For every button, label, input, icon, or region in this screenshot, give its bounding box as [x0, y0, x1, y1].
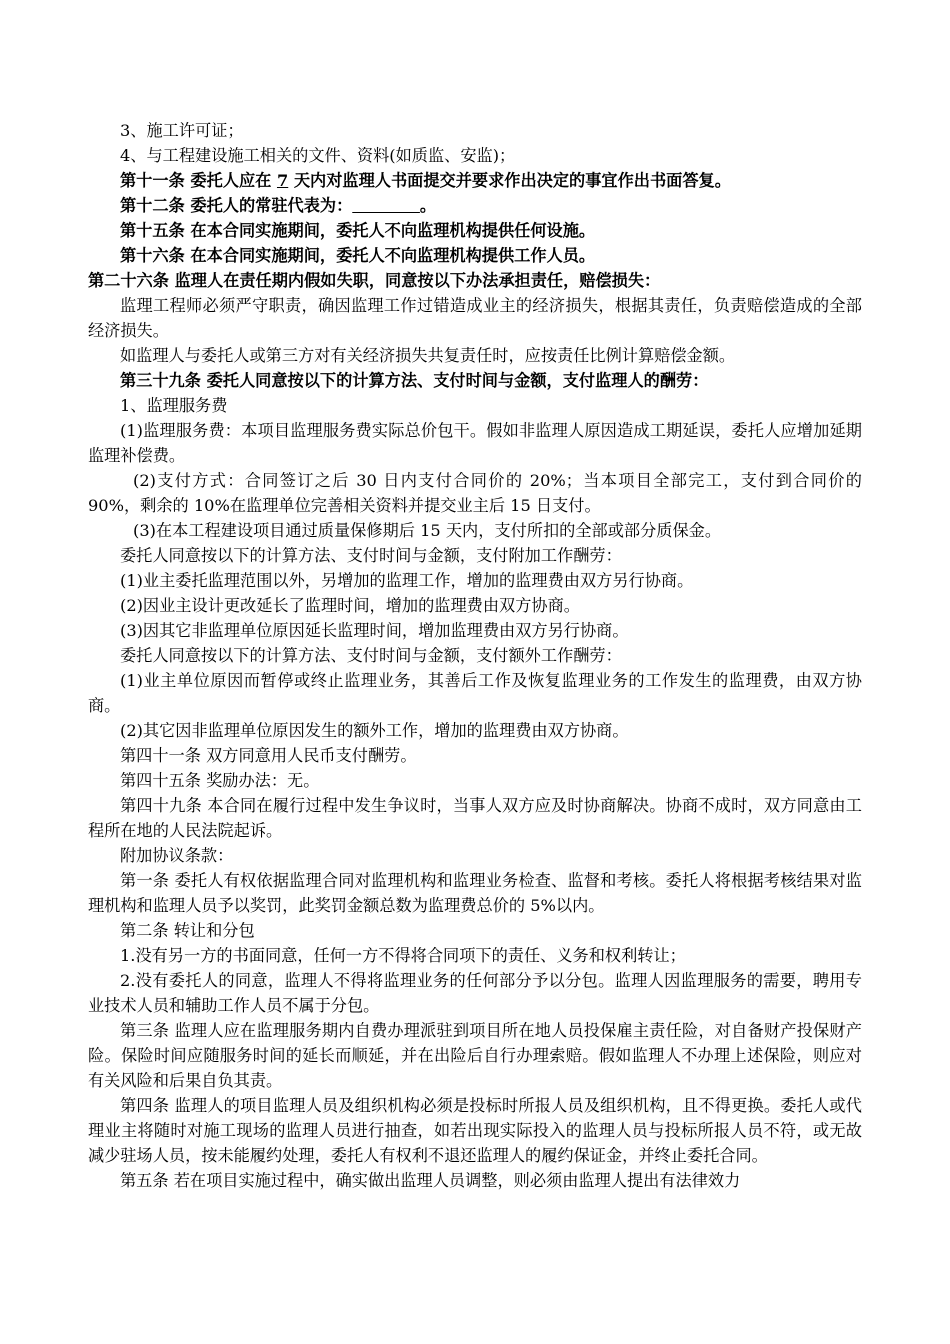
list-item-documents: 4、与工程建设施工相关的文件、资料(如质监、安监)； — [120, 146, 516, 165]
supplementary-article-5: 第五条 若在项目实施过程中，确实做出监理人员调整，则必须由监理人提出有法律效力 — [120, 1171, 741, 1190]
supplementary-title: 附加协议条款： — [120, 846, 234, 865]
outside-work-1: (1)业主单位原因而暂停或终止监理业务，其善后工作及恢复监理业务的工作发生的监理费，由双方协商。 — [88, 671, 862, 715]
article-15: 第十五条 在本合同实施期间，委托人不向监理机构提供任何设施。 — [120, 221, 596, 240]
representative-blank — [352, 196, 420, 215]
extra-work-3: (3)因其它非监理单位原因延长监理时间，增加监理费由双方另行协商。 — [120, 621, 629, 640]
list-item-permit: 3、施工许可证； — [120, 121, 244, 140]
article-11-text: 第十一条 委托人应在 — [120, 171, 277, 190]
article-11 — [88, 168, 862, 193]
fee-item-3: (3)在本工程建设项目通过质量保修期后 15 天内，支付所扣的全部或部分质保金。 — [133, 521, 722, 540]
document-page — [88, 118, 862, 1193]
paragraph-26b: 如监理人与委托人或第三方对有关经济损失共复责任时，应按责任比例计算赔偿金额。 — [120, 346, 736, 365]
supplementary-article-1: 第一条 委托人有权依据监理合同对监理机构和监理业务检查、监督和考核。委托人将根据考核结果对监理机构和监理人员予以奖罚，此奖罚金额总数为监理费总价的 5%以内。 — [88, 871, 862, 915]
extra-work-1: (1)业主委托监理范围以外，另增加的监理工作，增加的监理费由双方另行协商。 — [120, 571, 694, 590]
supplementary-article-4: 第四条 监理人的项目监理人员及组织机构必须是投标时所报人员及组织机构，且不得更换。委托人或代理业主将随时对施工现场的监理人员进行抽查，如若出现实际投入的监理人员与投标所报人员不符，或无故减少驻场人员，按未能履约处理，委托人有权利不退还监理人的履约保证金，并终止委托合同。 — [88, 1096, 862, 1165]
article-39: 第三十九条 委托人同意按以下的计算方法、支付时间与金额，支付监理人的酬劳： — [120, 371, 709, 390]
article-49: 第四十九条 本合同在履行过程中发生争议时，当事人双方应及时协商解决。协商不成时，双方同意由工程所在地的人民法院起诉。 — [88, 796, 862, 840]
article-41: 第四十一条 双方同意用人民币支付酬劳。 — [120, 746, 417, 765]
supplementary-article-2-item-2: 2.没有委托人的同意，监理人不得将监理业务的任何部分予以分包。监理人因监理服务的需要，聘用专业技术人员和辅助工作人员不属于分包。 — [88, 971, 862, 1015]
article-45: 第四十五条 奖励办法：无。 — [120, 771, 320, 790]
article-16: 第十六条 在本合同实施期间，委托人不向监理机构提供工作人员。 — [120, 246, 596, 265]
extra-work-2: (2)因业主设计更改延长了监理时间，增加的监理费由双方协商。 — [120, 596, 580, 615]
article-12-text: 第十二条 委托人的常驻代表为： — [120, 196, 353, 215]
fee-item-2: (2)支付方式：合同签订之后 30 日内支付合同价的 20%；当本项目全部完工，支付到合同价的 90%，剩余的 10%在监理单位完善相关资料并提交业主后 15 日支付。 — [88, 471, 862, 515]
paragraph-26a: 监理工程师必须严守职责，确因监理工作过错造成业主的经济损失，根据其责任，负责赔偿造成的全部经济损失。 — [88, 296, 862, 340]
supplementary-article-2-item-1: 1.没有另一方的书面同意，任何一方不得将合同项下的责任、义务和权利转让； — [120, 946, 686, 965]
supplementary-article-3: 第三条 监理人应在监理服务期内自费办理派驻到项目所在地人员投保雇主责任险，对自备财产投保财产险。保险时间应随服务时间的延长而顺延，并在出险后自行办理索赔。假如监理人不办理上述保险，则应对有关风险和后果自负其责。 — [88, 1021, 862, 1090]
supplementary-article-2: 第二条 转让和分包 — [120, 921, 255, 940]
outside-work-intro: 委托人同意按以下的计算方法、支付时间与金额，支付额外工作酬劳： — [120, 646, 622, 665]
article-12-end: 。 — [419, 196, 437, 215]
article-11-text-end: 天内对监理人书面提交并要求作出决定的事宜作出书面答复。 — [288, 171, 731, 190]
fee-item-1: (1)监理服务费：本项目监理服务费实际总价包干。假如非监理人原因造成工期延误，委托人应增加延期监理补偿费。 — [88, 421, 862, 465]
extra-work-intro: 委托人同意按以下的计算方法、支付时间与金额，支付附加工作酬劳： — [120, 546, 622, 565]
article-11-days: 7 — [276, 171, 289, 190]
article-12 — [88, 193, 862, 218]
article-26: 第二十六条 监理人在责任期内假如失职，同意按以下办法承担责任，赔偿损失： — [88, 271, 661, 290]
outside-work-2: (2)其它因非监理单位原因发生的额外工作，增加的监理费由双方协商。 — [120, 721, 629, 740]
fee-title: 1、监理服务费 — [120, 396, 228, 415]
